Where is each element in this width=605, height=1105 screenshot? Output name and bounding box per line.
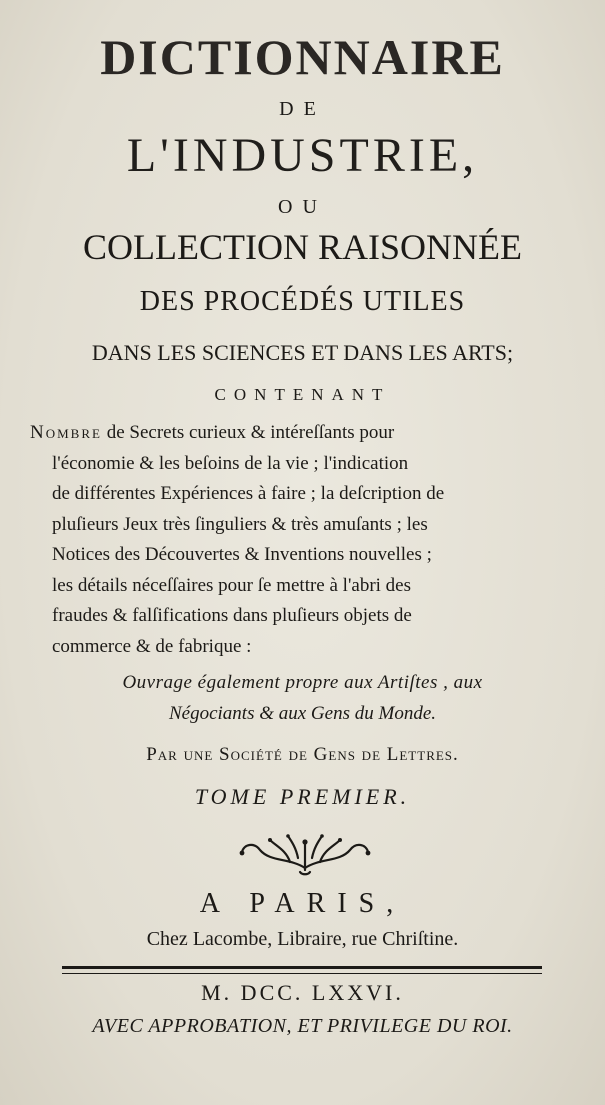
body-line: Notices des Découvertes & Inventions nouvelles ; bbox=[52, 544, 432, 565]
body-line: fraudes & falſifications dans pluſieurs objets de bbox=[52, 605, 412, 626]
body-line bbox=[30, 418, 535, 449]
imprint-publisher: Chez Lacombe, Libraire, rue Chriſtine. bbox=[146, 928, 459, 950]
thick-rule bbox=[62, 966, 542, 969]
body-line: pluſieurs Jeux très ſinguliers & très amuſants ; les bbox=[52, 513, 428, 535]
body-line: commerce & de fabrique : bbox=[52, 635, 252, 657]
title-industrie: L'INDUSTRIE, bbox=[126, 129, 479, 182]
privilege-line: AVEC APPROBATION, ET PRIVILEGE DU ROI. bbox=[92, 1015, 513, 1037]
authorship-line: Par une Société de Gens de Lettres. bbox=[146, 744, 459, 765]
imprint-year: M. DCC. LXXVI. bbox=[201, 980, 404, 1005]
volume-label: TOME PREMIER. bbox=[194, 784, 411, 809]
title-ou: OU bbox=[278, 196, 327, 218]
body-line: les détails néceſſaires pour ſe mettre à l'abri des bbox=[52, 574, 411, 596]
ornament-icon bbox=[230, 828, 380, 878]
ouvrage-line-1: Ouvrage également propre aux Artiſtes , aux bbox=[122, 672, 483, 693]
title-sciences: DANS LES SCIENCES ET DANS LES ARTS; bbox=[91, 340, 514, 365]
body-line: l'économie & les beſoins de la vie ; l'indication bbox=[52, 452, 409, 474]
title-dictionnaire: DICTIONNAIRE bbox=[100, 29, 505, 85]
title-collection: COLLECTION RAISONNÉE bbox=[83, 227, 522, 267]
title-procedes: DES PROCÉDÉS UTILES bbox=[139, 286, 466, 317]
imprint-city: A PARIS, bbox=[199, 888, 406, 919]
body-line-text: de Secrets curieux & intéreſſants pour bbox=[101, 422, 395, 443]
thin-rule bbox=[62, 973, 542, 974]
title-de: DE bbox=[279, 98, 326, 120]
body-line: de différentes Expériences à faire ; la deſcription de bbox=[52, 483, 445, 504]
contenant-heading: CONTENANT bbox=[214, 385, 391, 404]
ouvrage-line-2: Négociants & aux Gens du Monde. bbox=[168, 703, 436, 724]
body-lead-word: Nombre bbox=[30, 422, 102, 443]
